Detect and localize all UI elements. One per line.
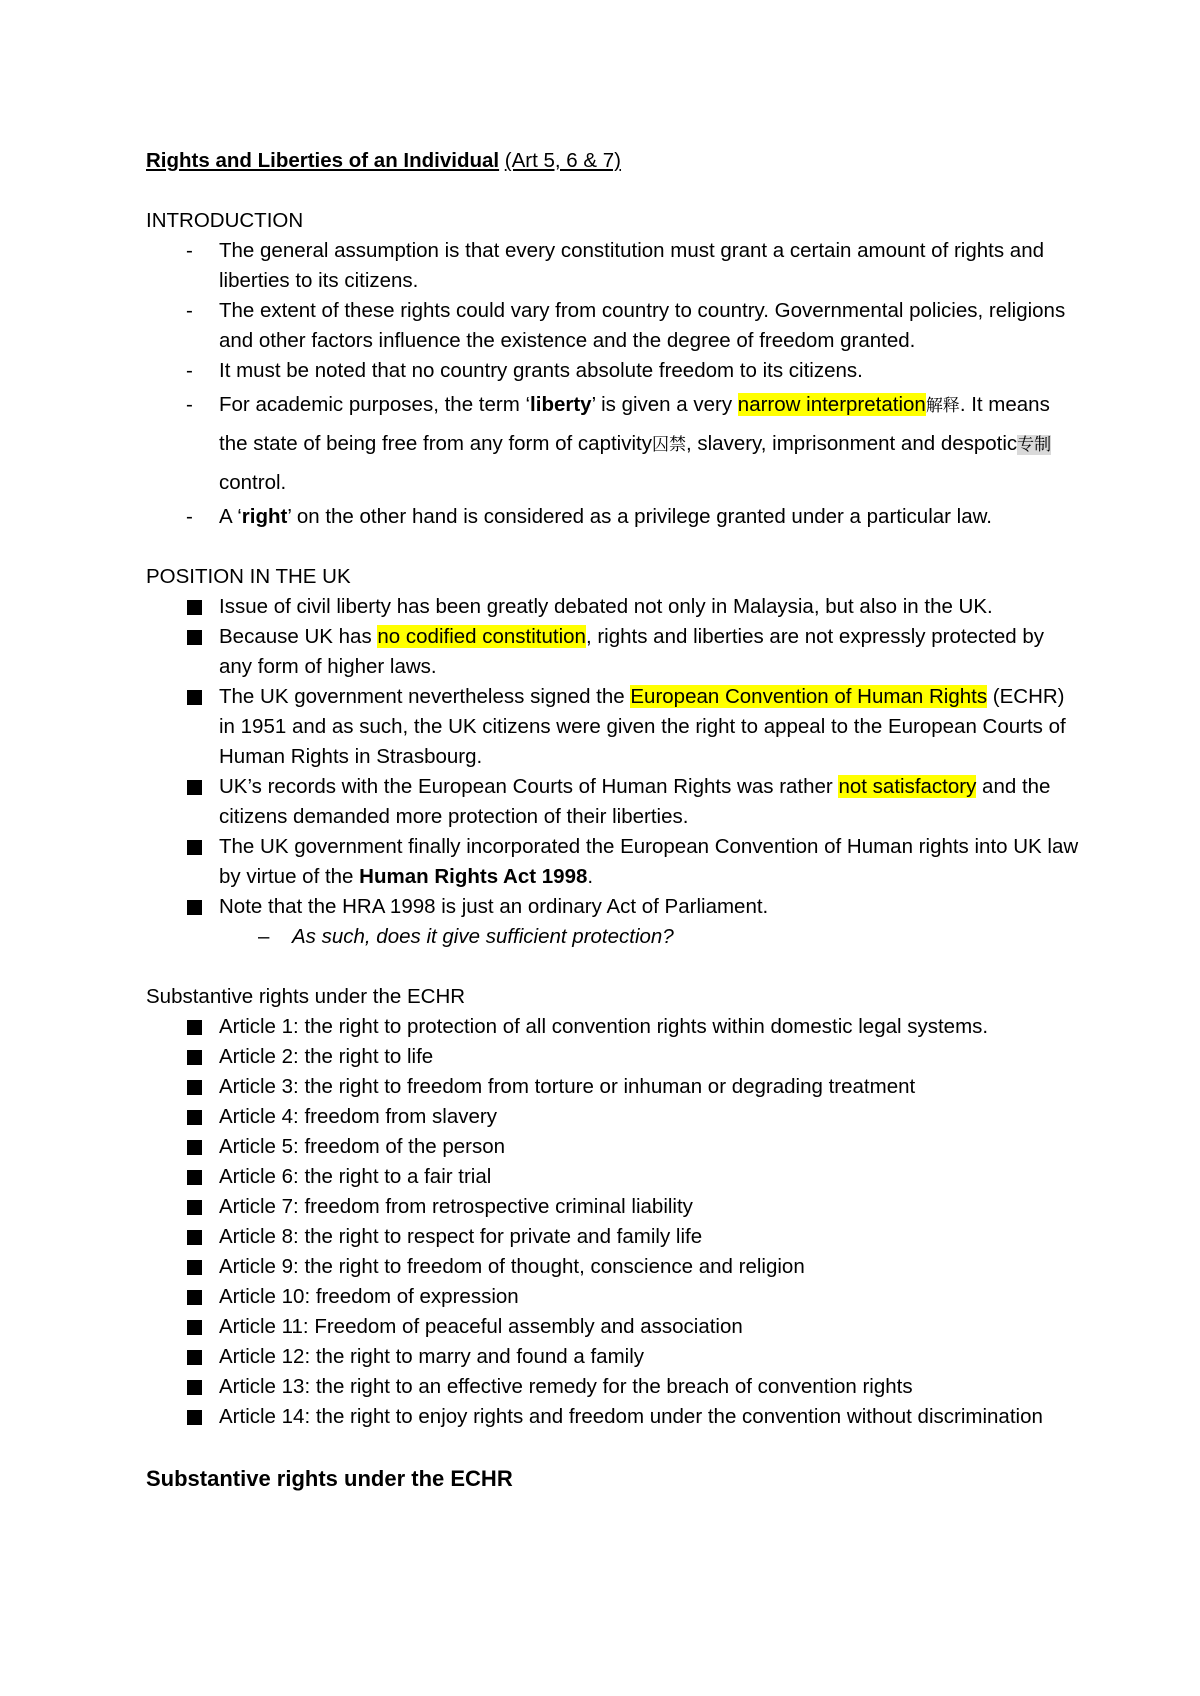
intro-item-2: - The extent of these rights could vary from country to country. Governmental policies, religions and other factors influence the existence and the degree of freedom granted. <box>146 296 1080 356</box>
article-item: Article 5: freedom of the person <box>146 1132 1080 1162</box>
highlight-narrow-interpretation: narrow interpretation <box>737 393 926 416</box>
square-bullet-icon <box>187 1260 202 1275</box>
highlight-no-codified-constitution: no codified constitution <box>377 625 586 648</box>
square-bullet-icon <box>187 1410 202 1425</box>
uk-position-heading: POSITION IN THE UK <box>146 565 351 588</box>
article-item: Article 6: the right to a fair trial <box>146 1162 1080 1192</box>
square-bullet-icon <box>187 690 202 705</box>
square-bullet-icon <box>187 1170 202 1185</box>
chinese-annotation: 囚禁 <box>651 435 686 455</box>
title-main: Rights and Liberties of an Individual <box>146 149 500 172</box>
square-bullet-icon <box>187 1020 202 1035</box>
uk-sub-list <box>146 922 1080 952</box>
intro-item-right: - A ‘right’ on the other hand is considered as a privilege granted under a particular law. <box>146 502 1080 532</box>
uk-sub-item: – As such, does it give sufficient protection? <box>146 922 1080 952</box>
chinese-annotation: 解释 <box>925 396 960 416</box>
square-bullet-icon <box>187 840 202 855</box>
intro-item-3: - It must be noted that no country grants absolute freedom to its citizens. <box>146 356 1080 386</box>
square-bullet-icon <box>187 1080 202 1095</box>
square-bullet-icon <box>187 900 202 915</box>
highlight-echr: European Convention of Human Rights <box>630 685 988 708</box>
article-item: Article 11: Freedom of peaceful assembly and association <box>146 1312 1080 1342</box>
uk-item-5: The UK government finally incorporated the European Convention of Human rights into UK law by virtue of the Human Rights Act 1998. <box>146 832 1080 892</box>
uk-position-list <box>146 592 1080 922</box>
square-bullet-icon <box>187 780 202 795</box>
uk-item-4: UK’s records with the European Courts of Human Rights was rather not satisfactory and the citizens demanded more protection of their liberties. <box>146 772 1080 832</box>
uk-item-2: Because UK has no codified constitution, rights and liberties are not expressly protected by any form of higher laws. <box>146 622 1080 682</box>
introduction-list <box>146 236 1080 532</box>
liberty-term: liberty <box>530 393 592 416</box>
square-bullet-icon <box>187 1350 202 1365</box>
chinese-annotation-shaded: 专制 <box>1017 435 1052 455</box>
article-item: Article 4: freedom from slavery <box>146 1102 1080 1132</box>
title-articles: (Art 5, 6 & 7) <box>504 149 622 172</box>
square-bullet-icon <box>187 630 202 645</box>
article-item: Article 14: the right to enjoy rights and freedom under the convention without discrimination <box>146 1402 1080 1432</box>
article-item: Article 7: freedom from retrospective criminal liability <box>146 1192 1080 1222</box>
human-rights-act-bold: Human Rights Act 1998 <box>359 865 588 888</box>
square-bullet-icon <box>187 600 202 615</box>
introduction-heading: INTRODUCTION <box>146 209 304 232</box>
square-bullet-icon <box>187 1290 202 1305</box>
square-bullet-icon <box>187 1050 202 1065</box>
article-item: Article 9: the right to freedom of thought, conscience and religion <box>146 1252 1080 1282</box>
final-heading: Substantive rights under the ECHR <box>146 1466 513 1491</box>
square-bullet-icon <box>187 1230 202 1245</box>
highlight-not-satisfactory: not satisfactory <box>838 775 977 798</box>
article-item: Article 3: the right to freedom from torture or inhuman or degrading treatment <box>146 1072 1080 1102</box>
article-item: Article 10: freedom of expression <box>146 1282 1080 1312</box>
square-bullet-icon <box>187 1380 202 1395</box>
square-bullet-icon <box>187 1140 202 1155</box>
intro-item-liberty: - For academic purposes, the term ‘liberty’ is given a very narrow interpretation解释. It means the state of being free from any form of captivity囚禁, slavery, imprisonment and despotic专制 control. <box>146 386 1080 502</box>
article-item: Article 1: the right to protection of all convention rights within domestic legal systems. <box>146 1012 1080 1042</box>
uk-item-1: Issue of civil liberty has been greatly debated not only in Malaysia, but also in the UK. <box>146 592 1080 622</box>
article-item: Article 13: the right to an effective remedy for the breach of convention rights <box>146 1372 1080 1402</box>
square-bullet-icon <box>187 1200 202 1215</box>
uk-item-6: Note that the HRA 1998 is just an ordinary Act of Parliament. <box>146 892 1080 922</box>
intro-item-1: - The general assumption is that every constitution must grant a certain amount of rights and liberties to its citizens. <box>146 236 1080 296</box>
article-item: Article 2: the right to life <box>146 1042 1080 1072</box>
uk-item-3: The UK government nevertheless signed the European Convention of Human Rights (ECHR) in 1951 and as such, the UK citizens were given the right to appeal to the European Courts of Human Rights in Strasbourg. <box>146 682 1080 772</box>
echr-rights-heading: Substantive rights under the ECHR <box>146 985 466 1008</box>
article-item: Article 12: the right to marry and found a family <box>146 1342 1080 1372</box>
right-term: right <box>241 505 288 528</box>
square-bullet-icon <box>187 1110 202 1125</box>
square-bullet-icon <box>187 1320 202 1335</box>
document-title <box>146 146 1080 176</box>
echr-articles-list <box>146 1012 1080 1432</box>
article-item: Article 8: the right to respect for private and family life <box>146 1222 1080 1252</box>
